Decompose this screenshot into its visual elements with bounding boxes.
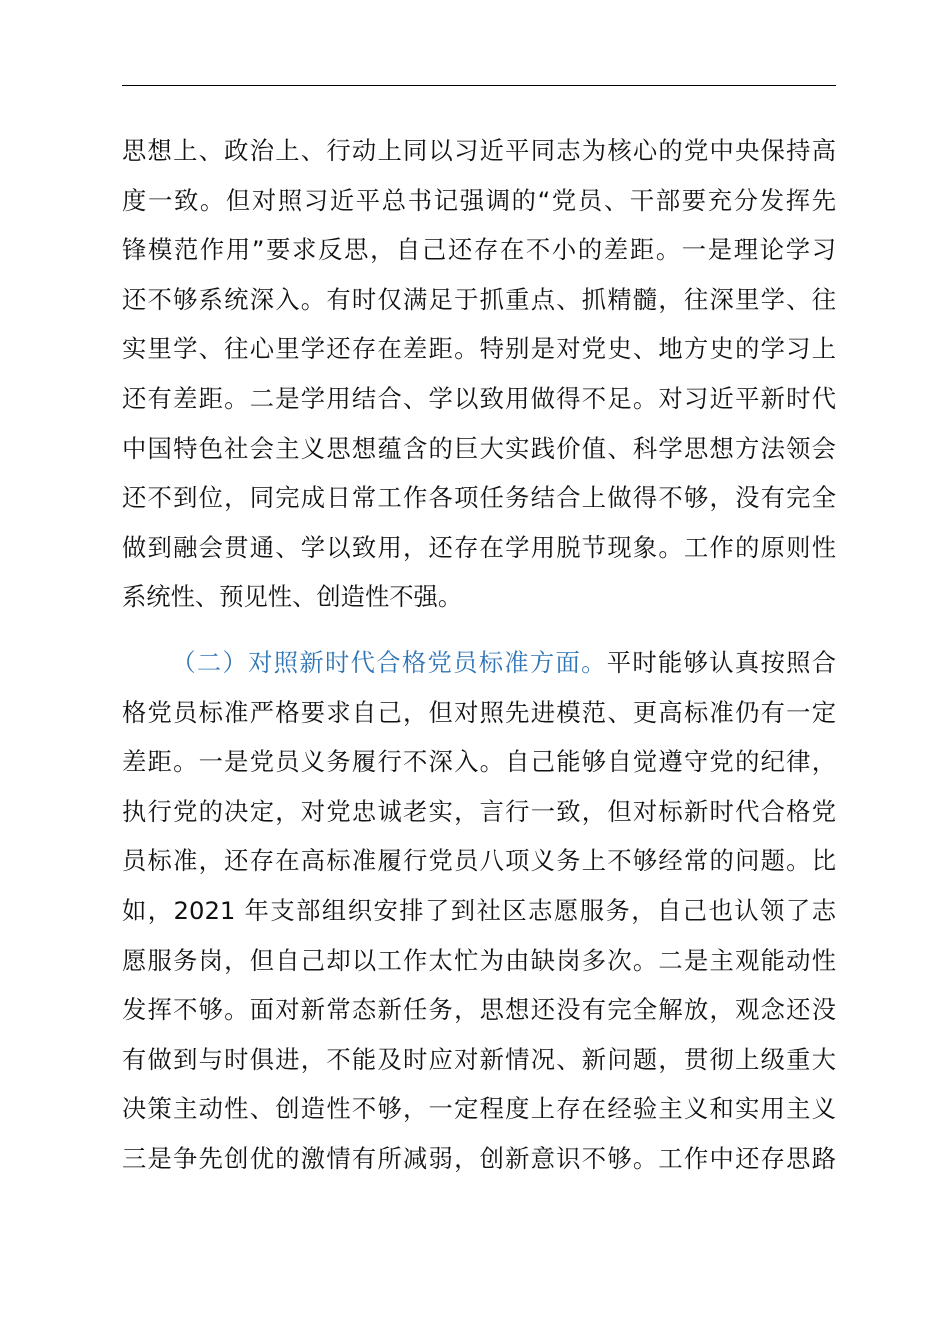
text-line: 执行党的决定，对党忠诚老实，言行一致，但对标新时代合格党 xyxy=(122,796,836,826)
text-line: 员标准，还存在高标准履行党员八项义务上不够经常的问题。比 xyxy=(122,846,836,876)
text-line: 发挥不够。面对新常态新任务，思想还没有完全解放，观念还没 xyxy=(122,995,836,1025)
text-line: 如，2021 年支部组织安排了到社区志愿服务，自己也认领了志 xyxy=(122,895,836,925)
text-line: 做到融会贯通、学以致用，还存在学用脱节现象。工作的原则性 xyxy=(122,532,836,562)
paragraph-gap xyxy=(122,622,836,638)
text-line: 思想上、政治上、行动上同以习近平同志为核心的党中央保持高 xyxy=(122,136,836,165)
text-line-first xyxy=(122,638,836,688)
text-line: 有做到与时俱进，不能及时应对新情况、新问题，贯彻上级重大 xyxy=(122,1044,836,1074)
section-heading: （二）对照新时代合格党员标准方面。 xyxy=(170,647,607,677)
first-line-text: 平时能够认真按照合 xyxy=(606,647,836,677)
paragraph-2 xyxy=(122,638,836,1184)
text-line: 还有差距。二是学用结合、学以致用做得不足。对习近平新时代 xyxy=(122,383,836,413)
text-line: 中国特色社会主义思想蕴含的巨大实践价值、科学思想方法领会 xyxy=(122,433,836,463)
paragraph-1 xyxy=(122,126,836,622)
text-line: 格党员标准严格要求自己，但对照先进模范、更高标准仍有一定 xyxy=(122,697,836,727)
document-body xyxy=(122,126,836,1183)
text-line: 实里学、往心里学还存在差距。特别是对党史、地方史的学习上 xyxy=(122,334,836,364)
text-line: 系统性、预见性、创造性不强。 xyxy=(122,582,463,612)
text-line: 度一致。但对照习近平总书记强调的“党员、干部要充分发挥先 xyxy=(122,185,836,215)
text-line: 三是争先创优的激情有所减弱，创新意识不够。工作中还存思路 xyxy=(122,1143,836,1173)
text-line: 锋模范作用”要求反思，自己还存在不小的差距。一是理论学习 xyxy=(122,235,836,265)
text-line: 差距。一是党员义务履行不深入。自己能够自觉遵守党的纪律， xyxy=(122,747,836,777)
text-line: 还不到位，同完成日常工作各项任务结合上做得不够，没有完全 xyxy=(122,483,836,513)
header-rule xyxy=(122,85,836,86)
text-line: 决策主动性、创造性不够，一定程度上存在经验主义和实用主义 xyxy=(122,1094,836,1124)
text-line: 还不够系统深入。有时仅满足于抓重点、抓精髓，往深里学、往 xyxy=(122,284,836,314)
text-line: 愿服务岗，但自己却以工作太忙为由缺岗多次。二是主观能动性 xyxy=(122,945,836,975)
